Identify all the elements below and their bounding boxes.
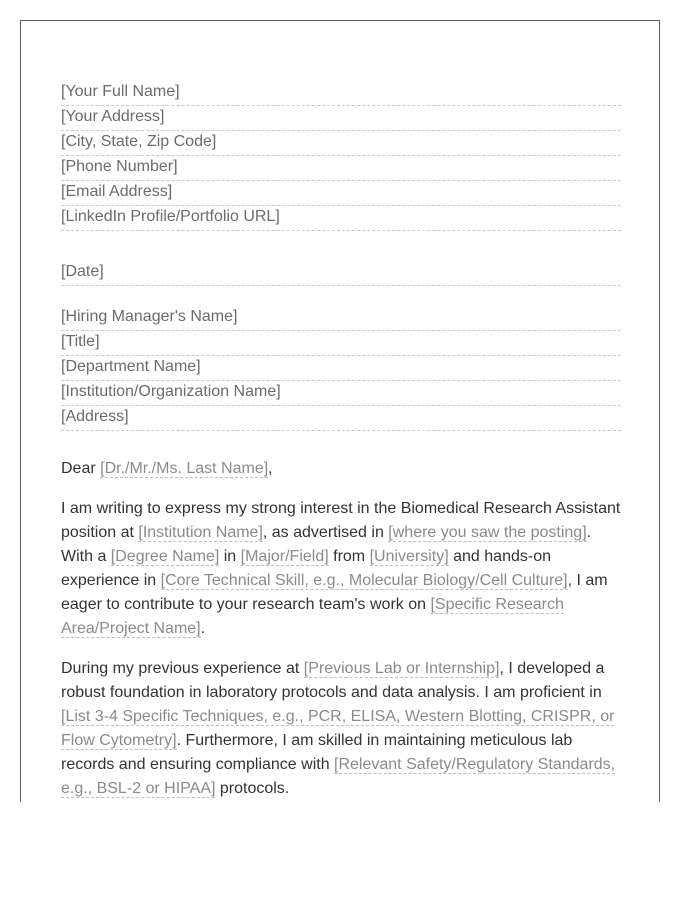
recipient-block <box>61 306 621 431</box>
research-area-field[interactable]: [Specific Research Area/Project Name] <box>61 596 564 637</box>
text-segment: and hands-on experience in <box>61 548 551 589</box>
text-segment: I am writing to express my strong interest in the Biomedical Research Assistant position at <box>61 500 621 541</box>
spacer <box>61 431 621 457</box>
sender-phone-field[interactable]: [Phone Number] <box>61 156 621 181</box>
salutation <box>61 457 621 481</box>
text-segment: , I developed a robust foundation in laboratory protocols and data analysis. I am proficient in <box>61 660 605 701</box>
body-paragraph-1 <box>61 497 621 641</box>
major-field[interactable]: [Major/Field] <box>240 548 329 565</box>
text-segment: in <box>219 548 241 565</box>
core-skill-field[interactable]: [Core Technical Skill, e.g., Molecular Biology/Cell Culture] <box>160 572 568 589</box>
salutation-prefix: Dear <box>61 460 101 477</box>
salutation-name-field[interactable]: [Dr./Mr./Ms. Last Name] <box>100 460 269 477</box>
sender-linkedin-field[interactable]: [LinkedIn Profile/Portfolio URL] <box>61 206 621 231</box>
text-segment: . <box>200 620 206 637</box>
posting-source-field[interactable]: [where you saw the posting] <box>388 524 587 541</box>
sender-city-state-zip-field[interactable]: [City, State, Zip Code] <box>61 131 621 156</box>
spacer <box>61 286 621 306</box>
techniques-field[interactable]: [List 3-4 Specific Techniques, e.g., PCR, ELISA, Western Blotting, CRISPR, or Flow Cytometry] <box>61 708 615 749</box>
recipient-institution-field[interactable]: [Institution/Organization Name] <box>61 381 621 406</box>
safety-standards-field[interactable]: [Relevant Safety/Regulatory Standards, e.g., BSL-2 or HIPAA] <box>61 756 616 797</box>
recipient-title-field[interactable]: [Title] <box>61 331 621 356</box>
sender-full-name-field[interactable]: [Your Full Name] <box>61 81 621 106</box>
text-segment: , as advertised in <box>262 524 389 541</box>
recipient-name-field[interactable]: [Hiring Manager's Name] <box>61 306 621 331</box>
sender-block <box>61 81 621 231</box>
text-segment: , I am eager to contribute to your research team's work on <box>61 572 608 613</box>
institution-name-field[interactable]: [Institution Name] <box>138 524 263 541</box>
text-segment: . Furthermore, I am skilled in maintaining meticulous lab records and ensuring compliance with <box>61 732 573 773</box>
text-segment: During my previous experience at <box>61 660 304 677</box>
text-segment: protocols. <box>215 780 290 797</box>
letter-content <box>61 81 621 801</box>
degree-name-field[interactable]: [Degree Name] <box>110 548 220 565</box>
body-paragraph-2 <box>61 657 621 801</box>
salutation-suffix: , <box>268 460 273 477</box>
text-segment: from <box>328 548 370 565</box>
text-segment: . With a <box>61 524 592 565</box>
letter-page <box>20 20 660 802</box>
recipient-department-field[interactable]: [Department Name] <box>61 356 621 381</box>
sender-email-field[interactable]: [Email Address] <box>61 181 621 206</box>
date-field[interactable]: [Date] <box>61 261 621 286</box>
recipient-address-field[interactable]: [Address] <box>61 406 621 431</box>
university-field[interactable]: [University] <box>369 548 449 565</box>
spacer <box>61 231 621 261</box>
previous-lab-field[interactable]: [Previous Lab or Internship] <box>303 660 500 677</box>
sender-address-field[interactable]: [Your Address] <box>61 106 621 131</box>
